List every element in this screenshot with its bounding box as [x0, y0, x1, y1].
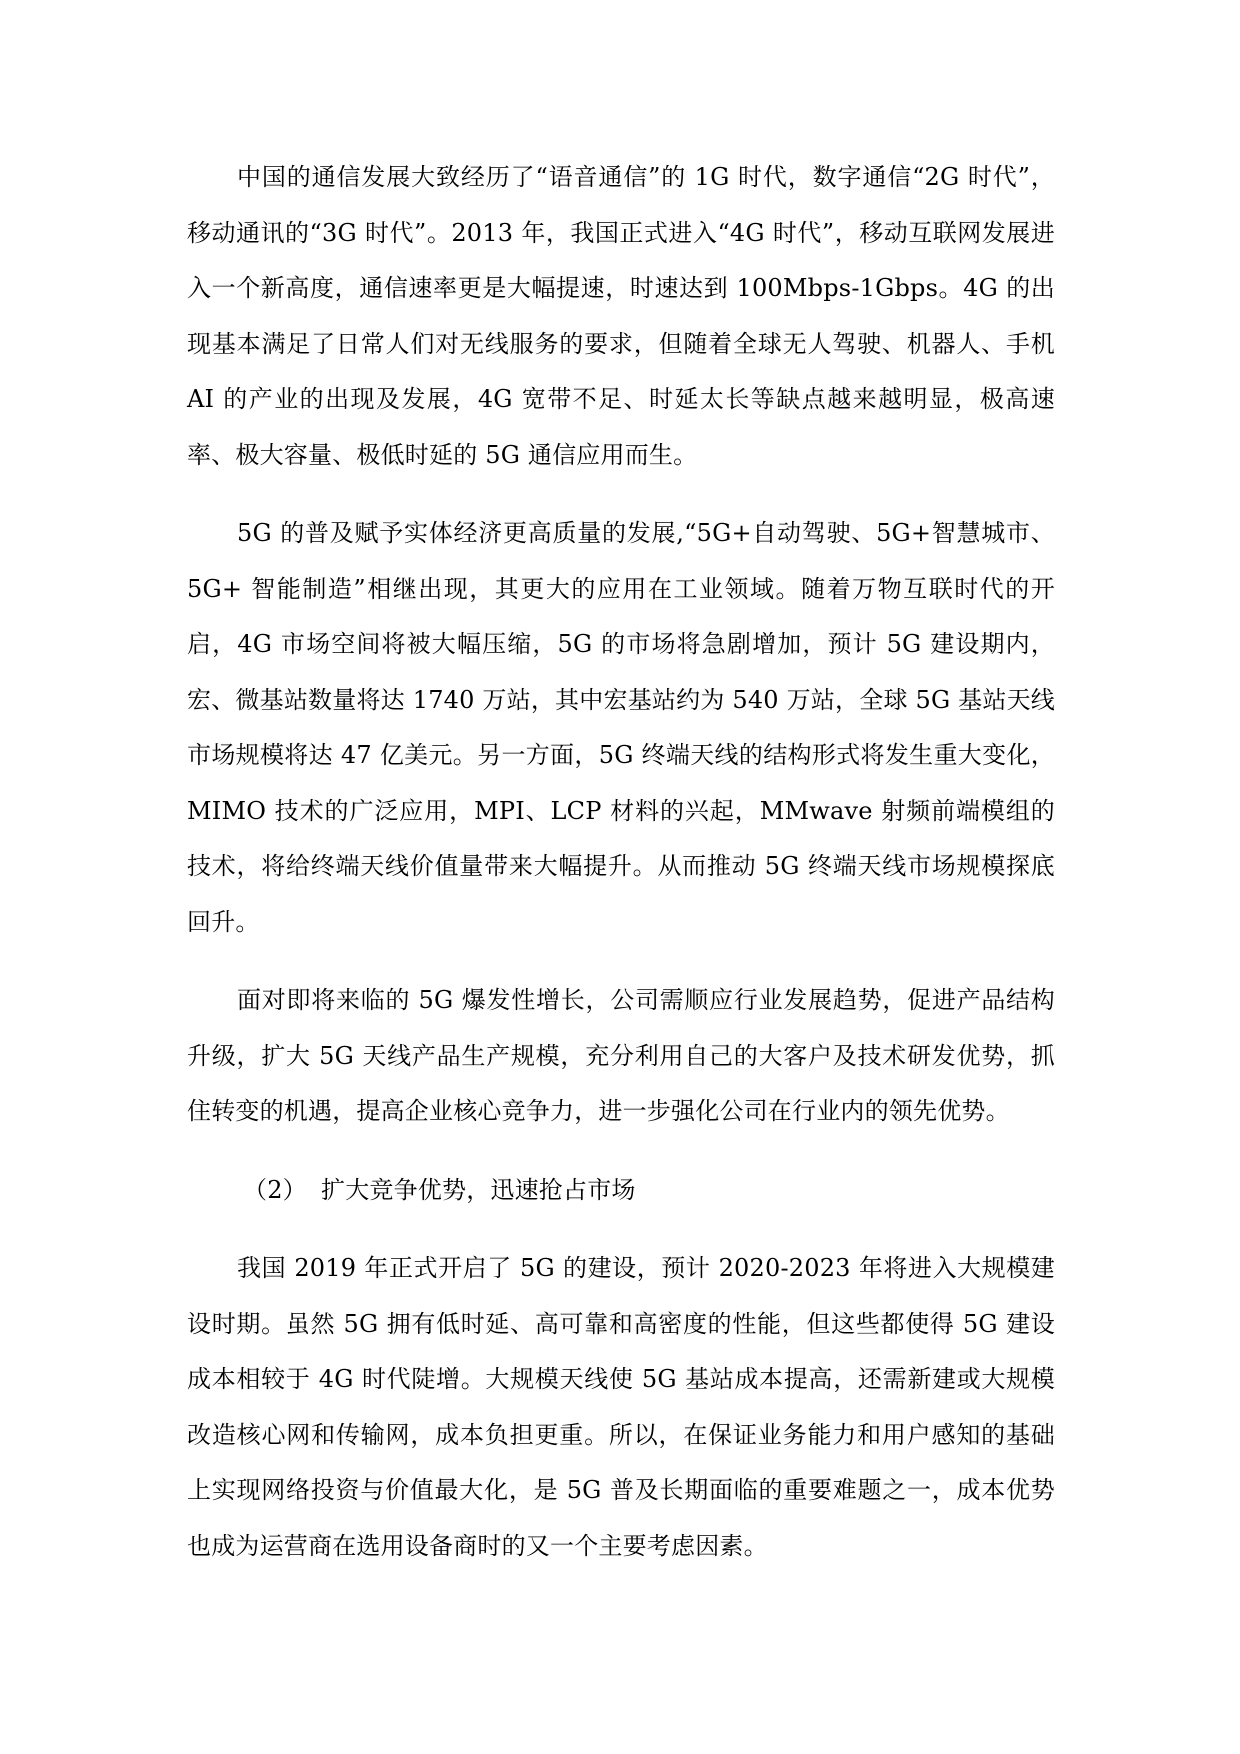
section-heading [187, 1163, 1055, 1219]
paragraph-5g-market: 5G 的普及赋予实体经济更高质量的发展,“5G+自动驾驶、5G+智慧城市、5G+ 智能制造”相继出现，其更大的应用在工业领域。随着万物互联时代的开启，4G 市场空间将被大幅压缩，5G 的市场将急剧增加，预计 5G 建设期内，宏、微基站数量将达 1740 万站，其中宏基站约为 540 万站，全球 5G 基站天线市场规模将达 47 亿美元。另一方面，5G 终端天线的结构形式将发生重大变化，MIMO 技术的广泛应用，MPI、LCP 材料的兴起，MMwave 射频前端模组的技术，将给终端天线价值量带来大幅提升。从而推动 5G 终端天线市场规模探底回升。 [187, 519, 1055, 936]
paragraph-5g-construction: 我国 2019 年正式开启了 5G 的建设，预计 2020-2023 年将进入大规模建设时期。虽然 5G 拥有低时延、高可靠和高密度的性能，但这些都使得 5G 建设成本相较于 4G 时代陡增。大规模天线使 5G 基站成本提高，还需新建或大规模改造核心网和传输网，成本负担更重。所以，在保证业务能力和用户感知的基础上实现网络投资与价值最大化，是 5G 普及长期面临的重要难题之一，成本优势也成为运营商在选用设备商时的又一个主要考虑因素。 [187, 1254, 1055, 1560]
paragraph-company-strategy: 面对即将来临的 5G 爆发性增长，公司需顺应行业发展趋势，促进产品结构升级，扩大 5G 天线产品生产规模，充分利用自己的大客户及技术研发优势，抓住转变的机遇，提高企业核心竞争力，进一步强化公司在行业内的领先优势。 [187, 986, 1055, 1125]
document-body [187, 150, 1055, 1597]
section-title: 扩大竞争优势，迅速抢占市场 [321, 1175, 636, 1204]
section-number: （2） [243, 1175, 307, 1204]
paragraph-telecom-history: 中国的通信发展大致经历了“语音通信”的 1G 时代，数字通信“2G 时代”，移动通讯的“3G 时代”。2013 年，我国正式进入“4G 时代”，移动互联网发展进入一个新高度，通信速率更是大幅提速，时速达到 100Mbps-1Gbps。4G 的出现基本满足了日常人们对无线服务的要求，但随着全球无人驾驶、机器人、手机 AI 的产业的出现及发展，4G 宽带不足、时延太长等缺点越来越明显，极高速率、极大容量、极低时延的 5G 通信应用而生。 [187, 163, 1055, 469]
